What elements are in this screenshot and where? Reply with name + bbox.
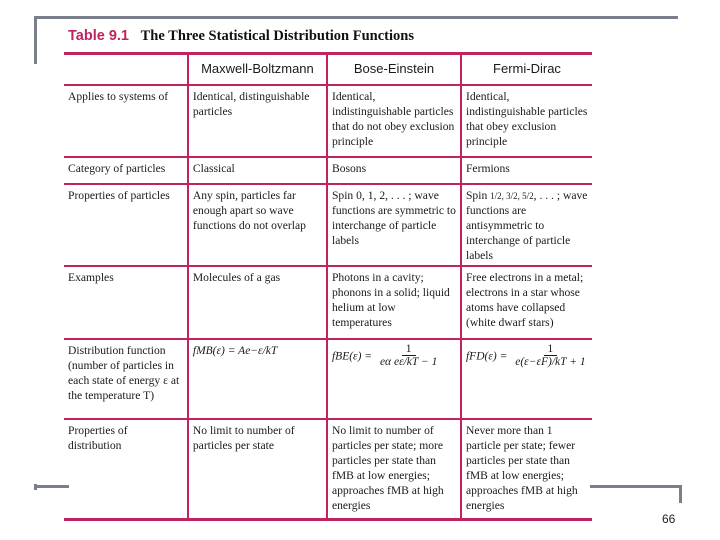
slide-frame-bottom-right [590,485,682,488]
cell-fd: Identical, indistinguishable particles that obey exclusion principle [461,85,592,157]
be-denominator: eα eε/kT − 1 [379,356,438,369]
row-distribution [64,339,592,419]
cell-be: No limit to number of particles per state; more particles per state than fMB at low energies; approaches fMB at high energies [327,419,461,520]
cell-mb: No limit to number of particles per state [188,419,327,520]
header-bose-einstein: Bose-Einstein [327,54,461,85]
page-number: 66 [662,512,676,526]
cell-mb: Molecules of a gas [188,266,327,339]
row-label: Properties of particles [64,184,188,266]
be-fraction [378,343,439,370]
table-caption: The Three Statistical Distribution Functions [140,28,414,44]
cell-mb: Classical [188,157,327,184]
cell-fd: Fermions [461,157,592,184]
cell-be: Photons in a cavity; phonons in a solid; liquid helium at low temperatures [327,266,461,339]
spin-fractions: 1/2, 3/2, 5/2 [490,190,534,201]
row-distribution-properties [64,419,592,520]
cell-be: Bosons [327,157,461,184]
header-fermi-dirac: Fermi-Dirac [461,54,592,85]
distribution-table [64,52,592,521]
row-applies [64,85,592,157]
header-empty [64,54,188,85]
cell-fd [461,184,592,266]
fd-denominator: e(ε−εF)/kT + 1 [515,356,586,369]
row-label: Properties of distribution [64,419,188,520]
cell-be [327,339,461,419]
fd-properties-rest: , . . . ; wave functions are antisymmetric to interchange of particle labels [465,188,588,262]
row-examples [64,266,592,339]
cell-mb: Identical, distinguishable particles [188,85,327,157]
cell-be: Spin 0, 1, 2, . . . ; wave functions are symmetric to interchange of particle labels [327,184,461,266]
row-label: Applies to systems of [64,85,188,157]
fd-formula-lhs: fFD(ε) = [465,350,508,363]
slide-frame-left [34,16,37,64]
row-label: Category of particles [64,157,188,184]
fd-numerator: 1 [544,343,558,357]
fd-fraction [513,343,587,370]
cell-mb [188,339,327,419]
header-row [64,54,592,85]
be-formula-lhs: fBE(ε) = [331,350,373,363]
slide-frame-right-low [679,485,682,503]
cell-fd: Free electrons in a metal; electrons in a star whose atoms have collapsed (white dwarf stars) [461,266,592,339]
table-title [68,28,588,48]
cell-mb: Any spin, particles far enough apart so wave functions do not overlap [188,184,327,266]
be-numerator: 1 [402,343,416,357]
row-label: Examples [64,266,188,339]
cell-be: Identical, indistinguishable particles that do not obey exclusion principle [327,85,461,157]
table-number: Table 9.1 [68,28,129,44]
slide-frame-top [34,16,678,19]
cell-fd: Never more than 1 particle per state; fewer particles per state than fMB at low energies; approaches fMB at high energies [461,419,592,520]
row-properties [64,184,592,266]
mb-formula: fMB(ε) = Ae−ε/kT [192,344,278,357]
row-label: Distribution function (number of particles in each state of energy ε at the temperature T) [64,339,188,419]
cell-fd [461,339,592,419]
spin-label: Spin [465,188,488,202]
row-category [64,157,592,184]
header-maxwell-boltzmann: Maxwell-Boltzmann [188,54,327,85]
